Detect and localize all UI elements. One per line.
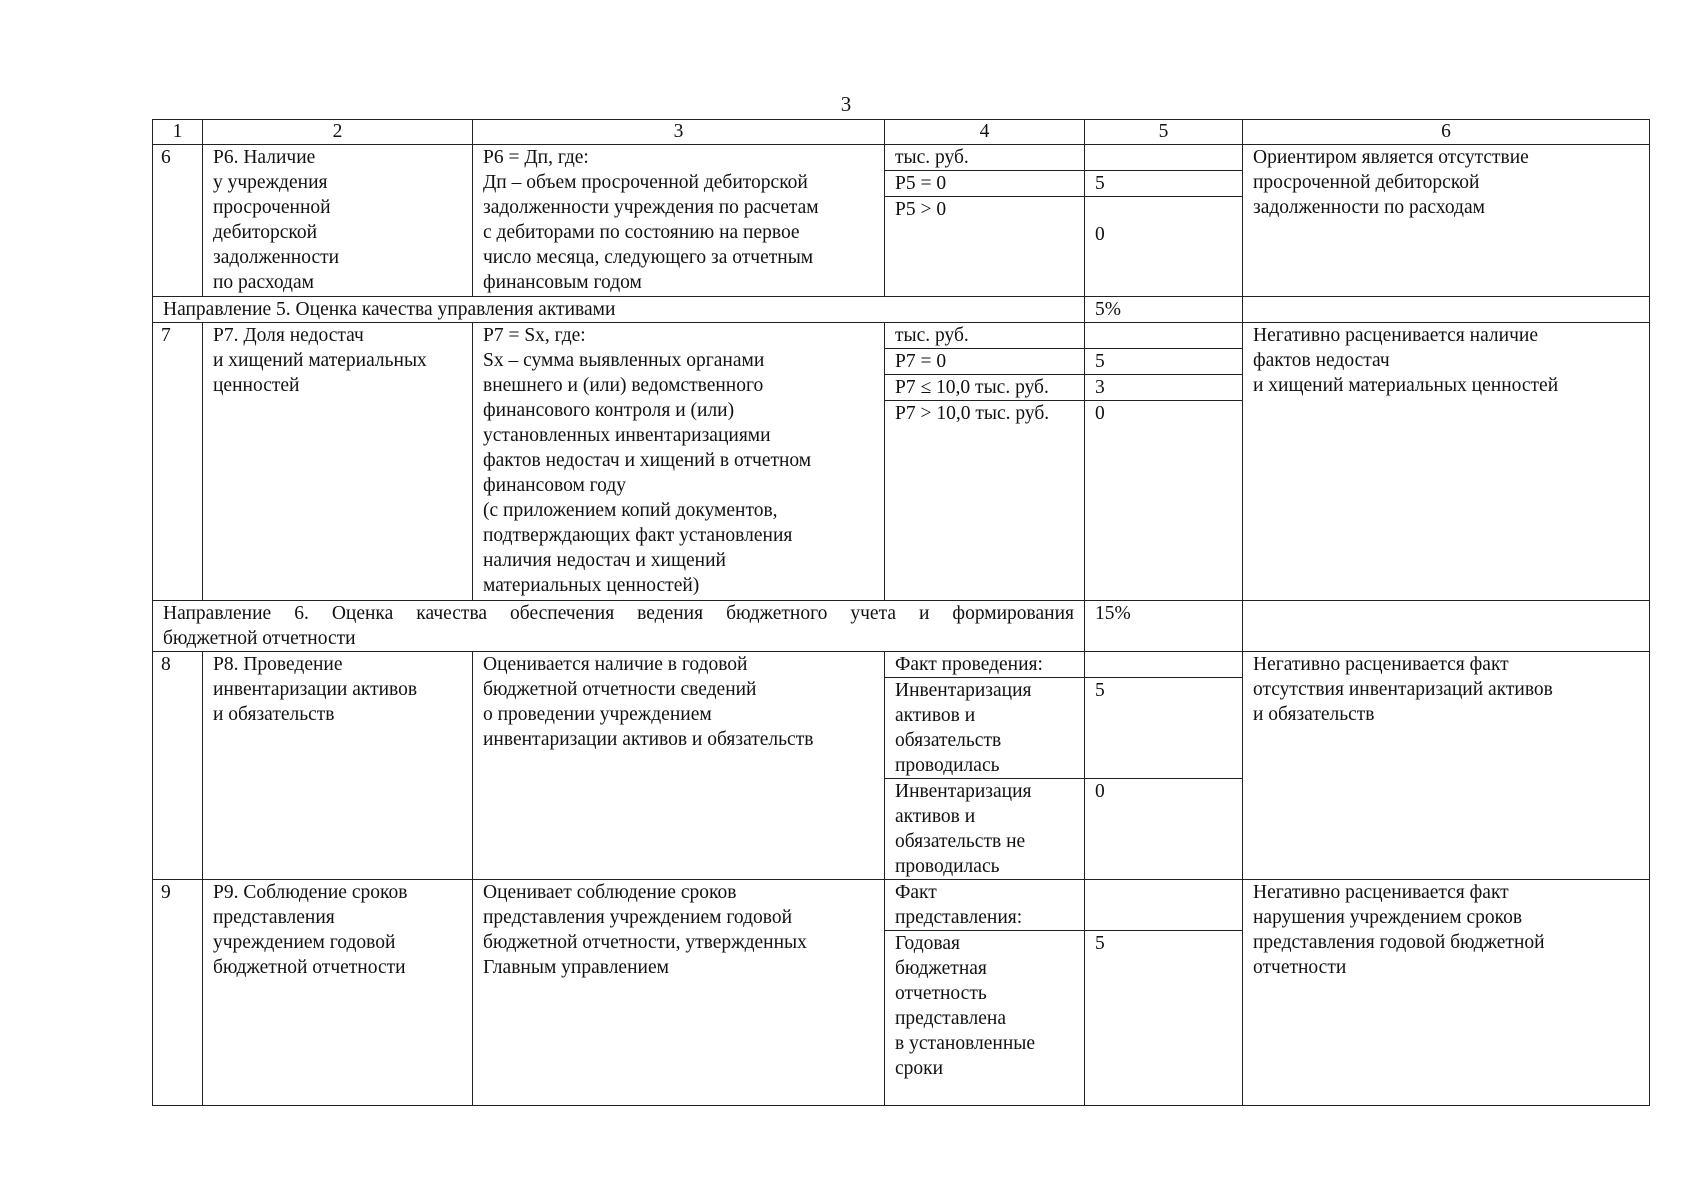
indicator-name: Р7. Доля недостач и хищений материальных ценностей: [203, 323, 473, 601]
indicator-formula: Р7 = Sx, где: Sx – сумма выявленных органами внешнего и (или) ведомственного финансового контроля и (или) установленных инвентаризациями фактов недостач и хищений в отчетном финансовом году (с приложением копий документов, подтверждающих факт установления наличия недостач и хищений материальных ценностей): [473, 323, 885, 601]
condition-cell: Инвентаризация активов и обязательств не проводилась: [885, 779, 1085, 880]
row-number: 7: [153, 323, 203, 601]
score-cell: [1085, 323, 1243, 349]
score-cell: 5: [1085, 171, 1243, 197]
indicator-note: Негативно расценивается наличие фактов недостач и хищений материальных ценностей: [1243, 323, 1650, 601]
col-header: 3: [473, 120, 885, 145]
col-header: 5: [1085, 120, 1243, 145]
col-header: 2: [203, 120, 473, 145]
direction-weight: 5%: [1085, 297, 1243, 323]
direction-label: Направление 6. Оценка качества обеспечения ведения бюджетного учета и формирования бюджетной отчетности: [153, 601, 1085, 652]
indicator-formula: Р6 = Дп, где: Дп – объем просроченной дебиторской задолженности учреждения по расчетам с дебиторами по состоянию на первое число месяца, следующего за отчетным финансовым годом: [473, 145, 885, 297]
indicator-name: Р8. Проведение инвентаризации активов и обязательств: [203, 652, 473, 880]
col-header: 6: [1243, 120, 1650, 145]
score-cell: 5: [1085, 931, 1243, 1106]
score-cell: 0: [1085, 197, 1243, 297]
unit-label: тыс. руб.: [885, 145, 1085, 171]
direction-note: [1243, 601, 1650, 652]
indicator-note: Ориентиром является отсутствие просроченной дебиторской задолженности по расходам: [1243, 145, 1650, 297]
fact-label: Факт проведения:: [885, 652, 1085, 678]
direction-weight: 15%: [1085, 601, 1243, 652]
condition-cell: Инвентаризация активов и обязательств проводилась: [885, 678, 1085, 779]
condition-cell: Р5 = 0: [885, 171, 1085, 197]
table-row: [153, 880, 1650, 931]
score-cell: 0: [1085, 401, 1243, 601]
fact-label: Факт представления:: [885, 880, 1085, 931]
condition-cell: Р5 > 0: [885, 197, 1085, 297]
score-cell: 3: [1085, 375, 1243, 401]
col-header: 1: [153, 120, 203, 145]
criteria-table: [152, 119, 1650, 1106]
row-number: 6: [153, 145, 203, 297]
indicator-formula: Оценивает соблюдение сроков представления учреждением годовой бюджетной отчетности, утвержденных Главным управлением: [473, 880, 885, 1106]
direction-row: [153, 601, 1650, 652]
condition-cell: Р7 ≤ 10,0 тыс. руб.: [885, 375, 1085, 401]
score-cell: [1085, 145, 1243, 171]
row-number: 9: [153, 880, 203, 1106]
indicator-note: Негативно расценивается факт нарушения учреждением сроков представления годовой бюджетной отчетности: [1243, 880, 1650, 1106]
indicator-formula: Оценивается наличие в годовой бюджетной отчетности сведений о проведении учреждением инвентаризации активов и обязательств: [473, 652, 885, 880]
indicator-name: Р6. Наличие у учреждения просроченной дебиторской задолженности по расходам: [203, 145, 473, 297]
score-cell: [1085, 652, 1243, 678]
table-row: [153, 652, 1650, 678]
col-header: 4: [885, 120, 1085, 145]
row-number: 8: [153, 652, 203, 880]
condition-cell: Р7 = 0: [885, 349, 1085, 375]
direction-note: [1243, 297, 1650, 323]
score-cell: 5: [1085, 349, 1243, 375]
indicator-note: Негативно расценивается факт отсутствия инвентаризаций активов и обязательств: [1243, 652, 1650, 880]
table-header-row: [153, 120, 1650, 145]
table-row: [153, 323, 1650, 349]
direction-row: [153, 297, 1650, 323]
condition-cell: Р7 > 10,0 тыс. руб.: [885, 401, 1085, 601]
score-cell: [1085, 880, 1243, 931]
condition-cell: Годовая бюджетная отчетность представлена в установленные сроки: [885, 931, 1085, 1106]
unit-label: тыс. руб.: [885, 323, 1085, 349]
score-cell: 5: [1085, 678, 1243, 779]
indicator-name: Р9. Соблюдение сроков представления учреждением годовой бюджетной отчетности: [203, 880, 473, 1106]
page-number: 3: [840, 92, 852, 116]
score-cell: 0: [1085, 779, 1243, 880]
direction-label: Направление 5. Оценка качества управления активами: [153, 297, 1085, 323]
table-row: [153, 145, 1650, 171]
